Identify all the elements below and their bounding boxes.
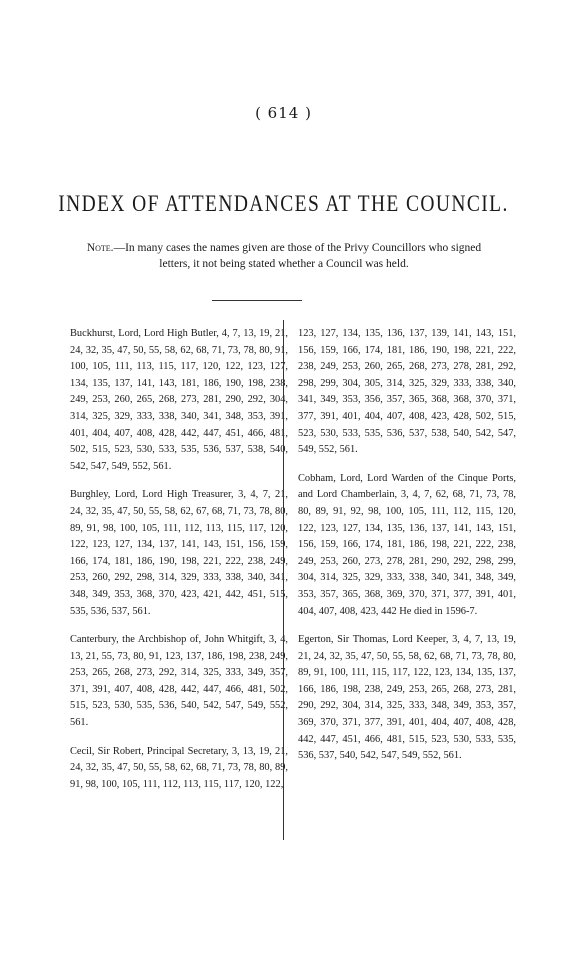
index-entry-cobham: Cobham, Lord, Lord Warden of the Cinque Ports, and Lord Chamberlain, 3, 4, 7, 62, 68, 71, 73, 78, 80, 89, 91, 92, 98, 100, 105, 111, 112, 115, 120, 122, 123, 127, 134, 135, 136, 137, 141, 143, 151, 156, 159, 166, 174, 181, 186, 198, 221, 222, 238, 249, 253, 260, 273, 278, 281, 290, 292, 298, 299, 304, 314, 325, 329, 333, 338, 340, 341, 348, 349, 353, 357, 365, 368, 369, 370, 371, 377, 391, 401, 404, 407, 408, 423, 442 He died in 1596-7. [298,472,516,617]
index-entry-buckhurst: Buckhurst, Lord, Lord High Butler, 4, 7, 13, 19, 21, 24, 32, 35, 47, 50, 55, 58, 62, 68, 71, 73, 78, 80, 91, 100, 105, 111, 113, 115, 117, 120, 122, 123, 127, 134, 135, 137, 141, 143, 181, 186, 190, 198, 238, 249, 253, 260, 265, 268, 273, 281, 290, 292, 304, 314, 325, 329, 333, 338, 340, 341, 348, 353, 391, 401, 404, 407, 408, 428, 442, 447, 451, 466, 481, 502, 515, 523, 530, 533, 535, 536, 537, 538, 540, 542, 547, 549, 552, 561. [70,328,288,472]
page-number: ( 614 ) [255,104,312,122]
section-rule [212,300,302,301]
column-divider [283,320,284,840]
index-entry-canterbury: Canterbury, the Archbishop of, John Whitgift, 3, 4, 13, 21, 55, 73, 80, 91, 123, 137, 186, 198, 238, 249, 253, 265, 268, 273, 292, 314, 325, 333, 349, 357, 371, 391, 407, 408, 428, 442, 447, 466, 481, 502, 515, 523, 530, 535, 536, 540, 542, 547, 549, 552, 561. [70,634,288,729]
note-label: Note. [86,242,114,254]
index-column-left [70,326,288,805]
index-entry-egerton: Egerton, Sir Thomas, Lord Keeper, 3, 4, 7, 13, 19, 21, 24, 32, 35, 47, 50, 55, 58, 62, 68, 71, 73, 78, 80, 89, 91, 100, 111, 115, 117, 122, 123, 134, 135, 137, 166, 186, 198, 238, 249, 253, 265, 268, 273, 281, 290, 292, 304, 314, 325, 333, 348, 349, 353, 357, 369, 370, 371, 377, 391, 401, 404, 407, 408, 428, 442, 447, 451, 466, 481, 515, 523, 530, 533, 535, 536, 537, 540, 542, 547, 549, 552, 561. [298,634,516,762]
editorial-note [70,240,498,272]
index-entry-burghley: Burghley, Lord, Lord High Treasurer, 3, 4, 7, 21, 24, 32, 35, 47, 50, 55, 58, 62, 67, 68, 71, 73, 78, 80, 89, 91, 98, 100, 105, 111, 112, 113, 115, 117, 120, 122, 123, 127, 134, 137, 141, 143, 151, 156, 159, 166, 174, 181, 186, 190, 198, 221, 222, 238, 249, 253, 260, 292, 298, 314, 329, 333, 338, 340, 341, 348, 349, 353, 368, 370, 423, 421, 442, 451, 515, 535, 536, 537, 561. [70,489,288,617]
index-entry-cecil-continued: 123, 127, 134, 135, 136, 137, 139, 141, 143, 151, 156, 159, 166, 174, 181, 186, 190, 198, 221, 222, 238, 249, 253, 260, 265, 268, 273, 278, 281, 292, 298, 299, 304, 305, 314, 325, 329, 333, 338, 340, 341, 349, 353, 356, 357, 365, 368, 368, 370, 371, 377, 391, 401, 404, 407, 408, 423, 428, 502, 515, 523, 530, 533, 535, 536, 537, 538, 540, 542, 547, 549, 552, 561. [298,328,516,456]
index-column-right [298,326,516,777]
note-text: —In many cases the names given are those of the Privy Councillors who signed letters, it not being stated whether a Council was held. [113,242,482,270]
index-entry-cecil: Cecil, Sir Robert, Principal Secretary, 3, 13, 19, 21, 24, 32, 35, 47, 50, 55, 58, 62, 68, 71, 73, 78, 80, 89, 91, 98, 100, 105, 111, 112, 113, 115, 117, 120, 122, [70,745,288,790]
page-title: INDEX OF ATTENDANCES AT THE COUNCIL. [58,192,509,217]
